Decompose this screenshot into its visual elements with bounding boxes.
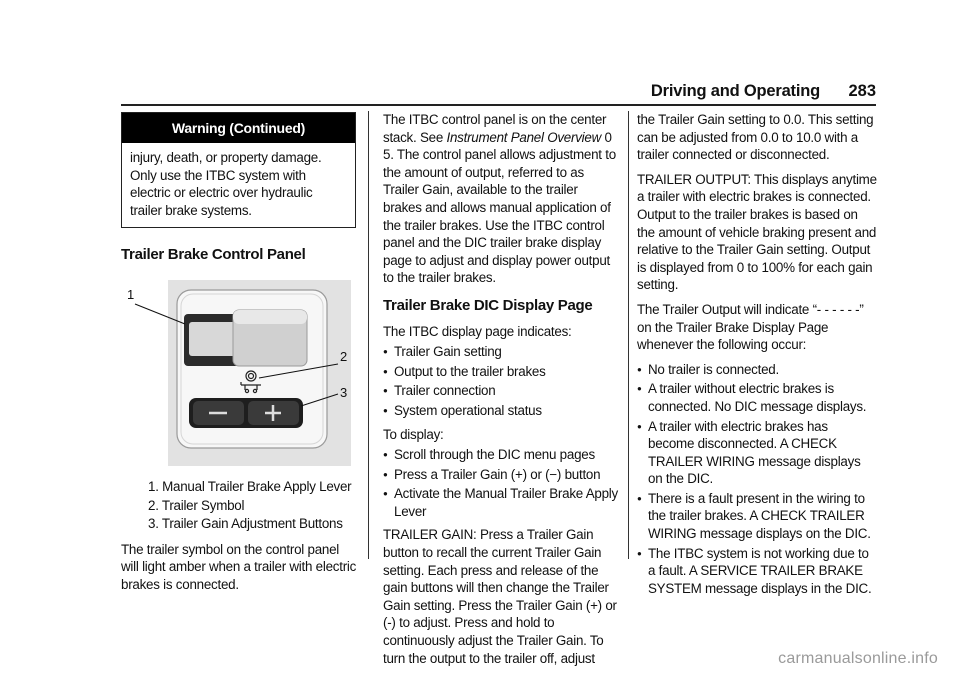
- list-item: 1. Manual Trailer Brake Apply Lever: [148, 478, 352, 494]
- callout-2: 2: [340, 348, 347, 364]
- list-item: ● A trailer without electric brakes is connected. No DIC message displays.: [637, 380, 877, 415]
- paragraph: The Trailer Output will indicate “- - - - - -” on the Trailer Brake Display Page whenever the following occur:: [637, 301, 864, 353]
- column-divider-2: [628, 111, 629, 559]
- cross-reference-link[interactable]: Instrument Panel Overview: [446, 129, 602, 145]
- page-header: [121, 80, 876, 106]
- text-run: The control panel allows adjustment to the amount of output, referred to as Trailer Gain, available to the trailer brakes and allows manual application of the trailer brakes. Use the ITBC control panel and the DIC trailer brake display page to adjust and display power output to the trailer brakes.: [383, 147, 616, 286]
- callout-1: 1: [127, 286, 134, 302]
- indicates-list: [383, 343, 618, 419]
- callout-list: [121, 478, 357, 533]
- warning-box: [121, 112, 356, 228]
- section-title: Driving and Operating: [650, 82, 820, 100]
- watermark: carmanualsonline.info: [778, 650, 938, 667]
- paragraph: [383, 111, 618, 287]
- list-item: ● Press a Trailer Gain (+) or (−) button: [383, 466, 618, 484]
- text-run: The ITBC control panel is on the center stack. See: [383, 112, 607, 145]
- section-heading: Trailer Brake DIC Display Page: [383, 296, 593, 314]
- display-list: [383, 446, 618, 520]
- paragraph: The ITBC display page indicates:: [383, 323, 572, 339]
- list-item: ● System operational status: [383, 402, 618, 420]
- page-number: 283: [848, 82, 876, 100]
- paragraph: To display:: [383, 426, 444, 442]
- list-item: ● Trailer connection: [383, 382, 618, 400]
- list-item: ● Scroll through the DIC menu pages: [383, 446, 618, 464]
- column-3: [637, 111, 877, 603]
- paragraph: The trailer symbol on the control panel will light amber when a trailer with electric brakes is connected.: [121, 541, 357, 592]
- list-item: ● There is a fault present in the wiring to the trailer brakes. A CHECK TRAILER WIRING message displays on the DIC.: [637, 490, 877, 543]
- list-item: ● Trailer Gain setting: [383, 343, 618, 361]
- section-heading: Trailer Brake Control Panel: [121, 246, 306, 264]
- column-1: [121, 112, 357, 601]
- paragraph: TRAILER OUTPUT: This displays anytime a trailer with electric brakes is connected. Output to the trailer brakes is based on the amount of vehicle braking present and relative to the Trailer Gain setting. Output is displayed from 0 to 100% for each gain setting.: [637, 171, 877, 293]
- page-reference: 0 5.: [383, 129, 612, 163]
- list-item: 3. Trailer Gain Adjustment Buttons: [148, 516, 343, 532]
- warning-title: Warning (Continued): [122, 113, 355, 143]
- paragraph: the Trailer Gain setting to 0.0. This setting can be adjusted from 0.0 to 10.0 with a trailer connected or disconnected.: [637, 112, 874, 163]
- list-item: ● No trailer is connected.: [637, 361, 877, 379]
- callout-3: 3: [340, 384, 347, 400]
- list-item: 2. Trailer Symbol: [148, 497, 245, 513]
- control-panel-illustration: [121, 272, 357, 472]
- paragraph: TRAILER GAIN: Press a Trailer Gain button to recall the current Trailer Gain setting. Each press and release of the gain buttons will then change the Trailer Gain setting. Press the Trailer Gain (+) or (-) to adjust. Press and hold to continuously adjust the Trailer Gain. To turn the output to the trailer off, adjust: [383, 527, 617, 666]
- list-item: ● Activate the Manual Trailer Brake Apply Lever: [383, 485, 618, 520]
- list-item: ● Output to the trailer brakes: [383, 363, 618, 381]
- list-item: ● A trailer with electric brakes has become disconnected. A CHECK TRAILER WIRING message displays on the DIC.: [637, 418, 877, 488]
- column-2: [383, 111, 618, 674]
- warning-body: injury, death, or property damage. Only use the ITBC system with electric or electric over hydraulic trailer brake systems.: [130, 150, 322, 218]
- list-item: ● The ITBC system is not working due to a fault. A SERVICE TRAILER BRAKE SYSTEM message displays in the DIC.: [637, 545, 877, 598]
- conditions-list: [637, 361, 877, 598]
- column-divider-1: [368, 111, 369, 559]
